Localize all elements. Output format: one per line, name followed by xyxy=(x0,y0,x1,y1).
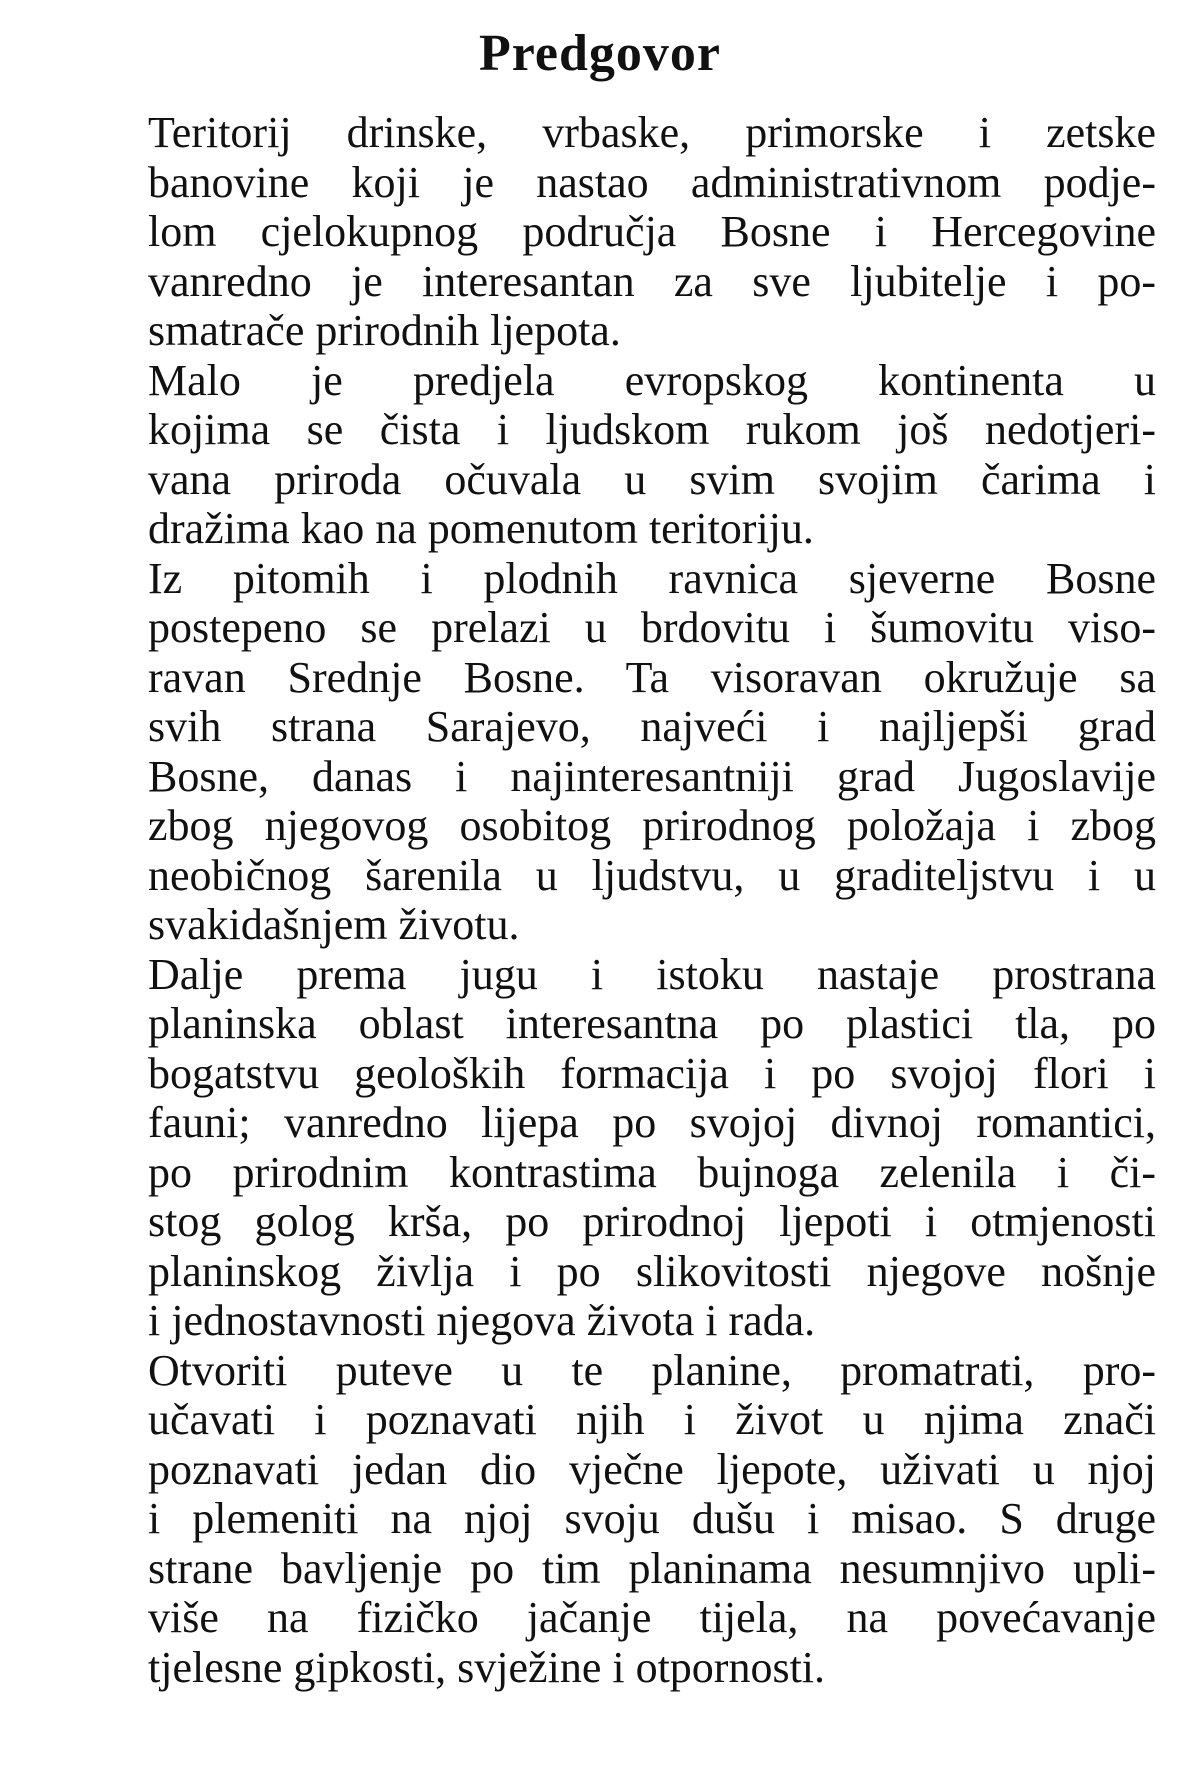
paragraph xyxy=(44,108,1156,356)
text-line: vana priroda očuvala u svim svojim čarima i xyxy=(148,454,1156,504)
text-line: planinskog življa i po slikovitosti njegove nošnje xyxy=(148,1246,1156,1296)
text-line: ravan Srednje Bosne. Ta visoravan okružuje sa xyxy=(148,652,1156,702)
text-line: više na fizičko jačanje tijela, na povećavanje xyxy=(148,1593,1156,1642)
page-title: Predgovor xyxy=(479,25,721,82)
text-line: planinska oblast interesantna po plastici tla, po xyxy=(148,999,1156,1048)
text-line: poznavati jedan dio vječne ljepote, uživati u njoj xyxy=(148,1444,1156,1494)
text-line: smatrače prirodnih ljepota. xyxy=(148,306,621,355)
text-line: neobičnog šarenila u ljudstvu, u graditeljstvu i u xyxy=(148,850,1156,900)
text-line: Bosne, danas i najinteresantniji grad Jugoslavije xyxy=(148,751,1156,801)
text-line: Teritorij drinske, vrbaske, primorske i zetske xyxy=(148,108,1156,157)
text-line: fauni; vanredno lijepa po svojoj divnoj romantici, xyxy=(148,1098,1156,1147)
paragraph xyxy=(44,950,1156,1346)
text-line: svakidašnjem životu. xyxy=(148,900,520,949)
text-line: bogatstvu geoloških formacija i po svojoj flori i xyxy=(148,1048,1156,1098)
paragraph xyxy=(44,1346,1156,1693)
text-line: strane bavljenje po tim planinama nesumnjivo upli- xyxy=(148,1543,1156,1593)
text-line: Dalje prema jugu i istoku nastaje prostrana xyxy=(148,949,1156,999)
document-page xyxy=(44,0,1156,1781)
text-line: po prirodnim kontrastima bujnoga zelenila i či- xyxy=(148,1147,1156,1197)
paragraph xyxy=(44,554,1156,950)
text-line: postepeno se prelazi u brdovitu i šumovitu viso- xyxy=(148,603,1156,652)
text-line: dražima kao na pomenutom teritoriju. xyxy=(148,504,814,553)
text-line: stog golog krša, po prirodnoj ljepoti i otmjenosti xyxy=(148,1197,1156,1246)
text-line: zbog njegovog osobitog prirodnog položaja i zbog xyxy=(148,801,1156,850)
text-line: lom cjelokupnog područja Bosne i Hercegovine xyxy=(148,207,1156,256)
text-line: Iz pitomih i plodnih ravnica sjeverne Bosne xyxy=(148,553,1156,603)
text-line: učavati i poznavati njih i život u njima znači xyxy=(148,1395,1156,1444)
text-line: Malo je predjela evropskog kontinenta u xyxy=(148,355,1156,405)
text-line: kojima se čista i ljudskom rukom još nedotjeri- xyxy=(148,405,1156,454)
text-line: svih strana Sarajevo, najveći i najljepši grad xyxy=(148,702,1156,751)
body-text xyxy=(44,108,1156,1692)
text-line: tjelesne gipkosti, svježine i otpornosti. xyxy=(148,1642,826,1692)
text-line: vanredno je interesantan za sve ljubitelje i po- xyxy=(148,256,1156,306)
text-line: Otvoriti puteve u te planine, promatrati, pro- xyxy=(148,1345,1156,1395)
text-line: banovine koji je nastao administrativnom podje- xyxy=(148,157,1156,207)
text-line: i jednostavnosti njegova života i rada. xyxy=(148,1296,816,1345)
paragraph xyxy=(44,356,1156,554)
text-line: i plemeniti na njoj svoju dušu i misao. S druge xyxy=(148,1494,1156,1543)
